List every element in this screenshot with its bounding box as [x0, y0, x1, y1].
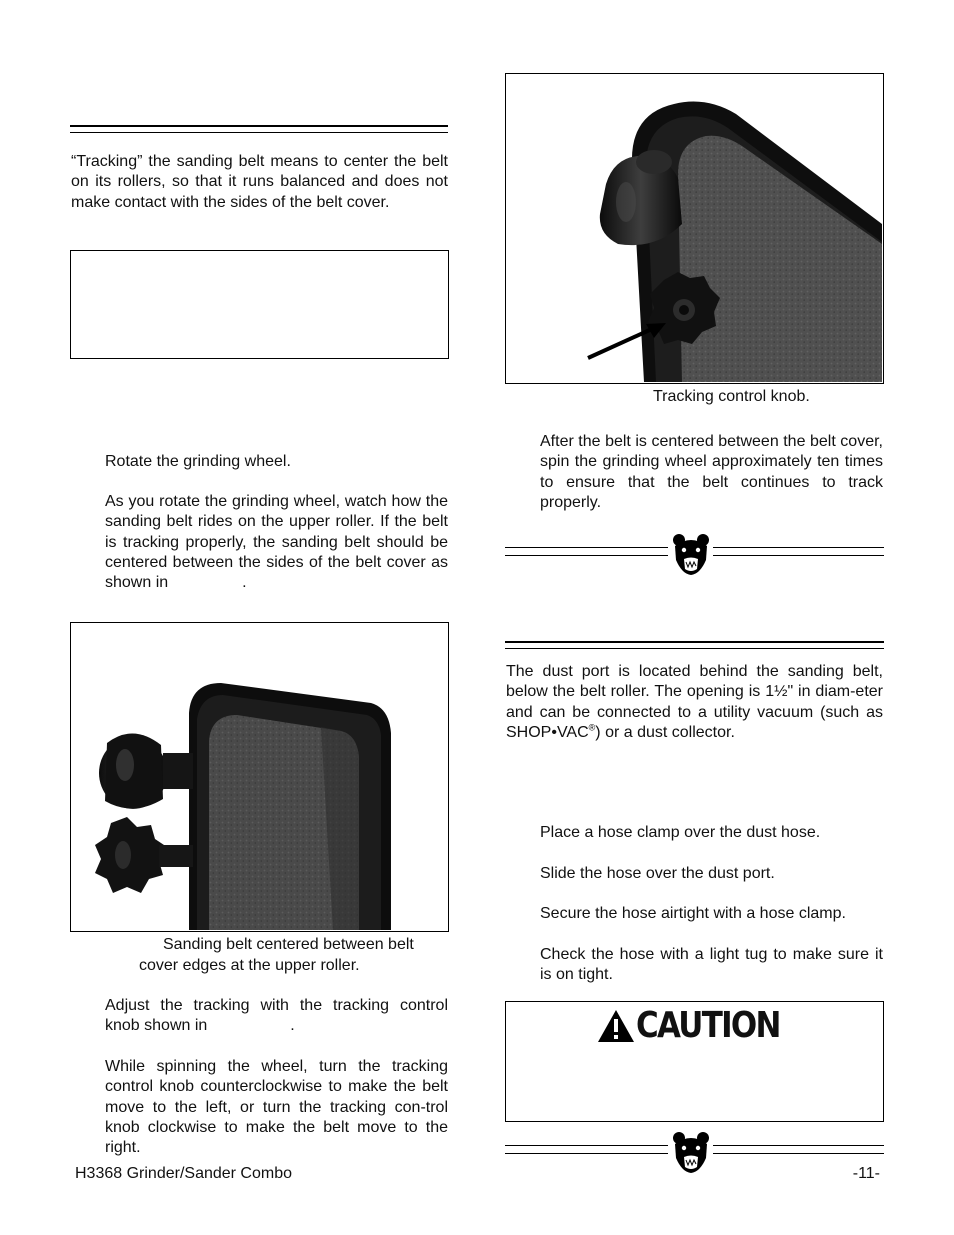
- figure-caption-knob: Tracking control knob.: [653, 388, 810, 405]
- step-secure-hose: Secure the hose airtight with a hose clamp.: [540, 905, 846, 922]
- figure-belt-centered: [70, 622, 449, 932]
- divider2-right-bottom: [713, 1153, 884, 1154]
- dust-section-rule-top: [505, 641, 884, 643]
- caution-box: [505, 1001, 884, 1122]
- dust-intro: [506, 662, 883, 743]
- figure-caption-line1: Sanding belt centered between belt: [163, 936, 414, 953]
- divider-left-bottom: [505, 555, 668, 556]
- bear-logo-icon: [672, 1130, 710, 1174]
- tracking-knob-photo: [506, 74, 882, 382]
- step-adjust: [105, 996, 448, 1037]
- step-watch-end: .: [242, 574, 247, 592]
- step-adjust-end: .: [290, 1017, 295, 1035]
- footer-page-number: -11-: [852, 1165, 880, 1182]
- figure-caption-line2: cover edges at the upper roller.: [139, 957, 360, 974]
- bear-logo-icon: [672, 532, 710, 576]
- warning-triangle-icon: [596, 1008, 636, 1044]
- figure-tracking-knob: [505, 73, 884, 384]
- dust-section-rule-bottom: [505, 648, 884, 649]
- tracking-intro: “Tracking” the sanding belt means to center the belt on its rollers, so that it runs balanced and does not make contact with the sides of the belt cover.: [71, 153, 448, 211]
- divider2-left-top: [505, 1145, 668, 1146]
- section-rule-bottom: [70, 132, 448, 133]
- step-watch-text: As you rotate the grinding wheel, watch how the sanding belt rides on the upper roller. If the belt is tracking properly, the sanding belt should be centered between the sides of the belt cover as shown in: [105, 493, 448, 592]
- section-rule-top: [70, 125, 448, 127]
- divider-left-top: [505, 547, 668, 548]
- step-after: After the belt is centered between the belt cover, spin the grinding wheel approximately ten times to ensure that the belt continues to track properly.: [540, 433, 883, 511]
- divider2-right-top: [713, 1145, 884, 1146]
- divider-right-top: [713, 547, 884, 548]
- step-watch: [105, 492, 448, 593]
- registered-mark: ®: [588, 722, 596, 733]
- divider-right-bottom: [713, 555, 884, 556]
- divider2-left-bottom: [505, 1153, 668, 1154]
- dust-intro-end: ) or a dust collector.: [595, 723, 735, 741]
- belt-centered-photo: [71, 623, 447, 930]
- dust-intro-text: The dust port is located behind the sanding belt, below the belt roller. The opening is 1½" in diam-eter and can be connected to a utility vacuum (such as SHOP•VAC: [506, 663, 883, 741]
- step-rotate: Rotate the grinding wheel.: [105, 453, 291, 470]
- step-hose-clamp: Place a hose clamp over the dust hose.: [540, 824, 821, 841]
- step-check-hose: Check the hose with a light tug to make sure it is on tight.: [540, 946, 883, 984]
- footer-product: H3368 Grinder/Sander Combo: [75, 1165, 293, 1182]
- step-slide-hose: Slide the hose over the dust port.: [540, 865, 775, 882]
- note-box: [70, 250, 449, 359]
- caution-label: CAUTION: [636, 1005, 780, 1046]
- step-spin: While spinning the wheel, turn the tracking control knob counterclockwise to make the belt move to the left, or turn the tracking con-trol knob clockwise to make the belt move to the right.: [105, 1058, 448, 1157]
- step-adjust-text: Adjust the tracking with the tracking control knob shown in: [105, 997, 448, 1035]
